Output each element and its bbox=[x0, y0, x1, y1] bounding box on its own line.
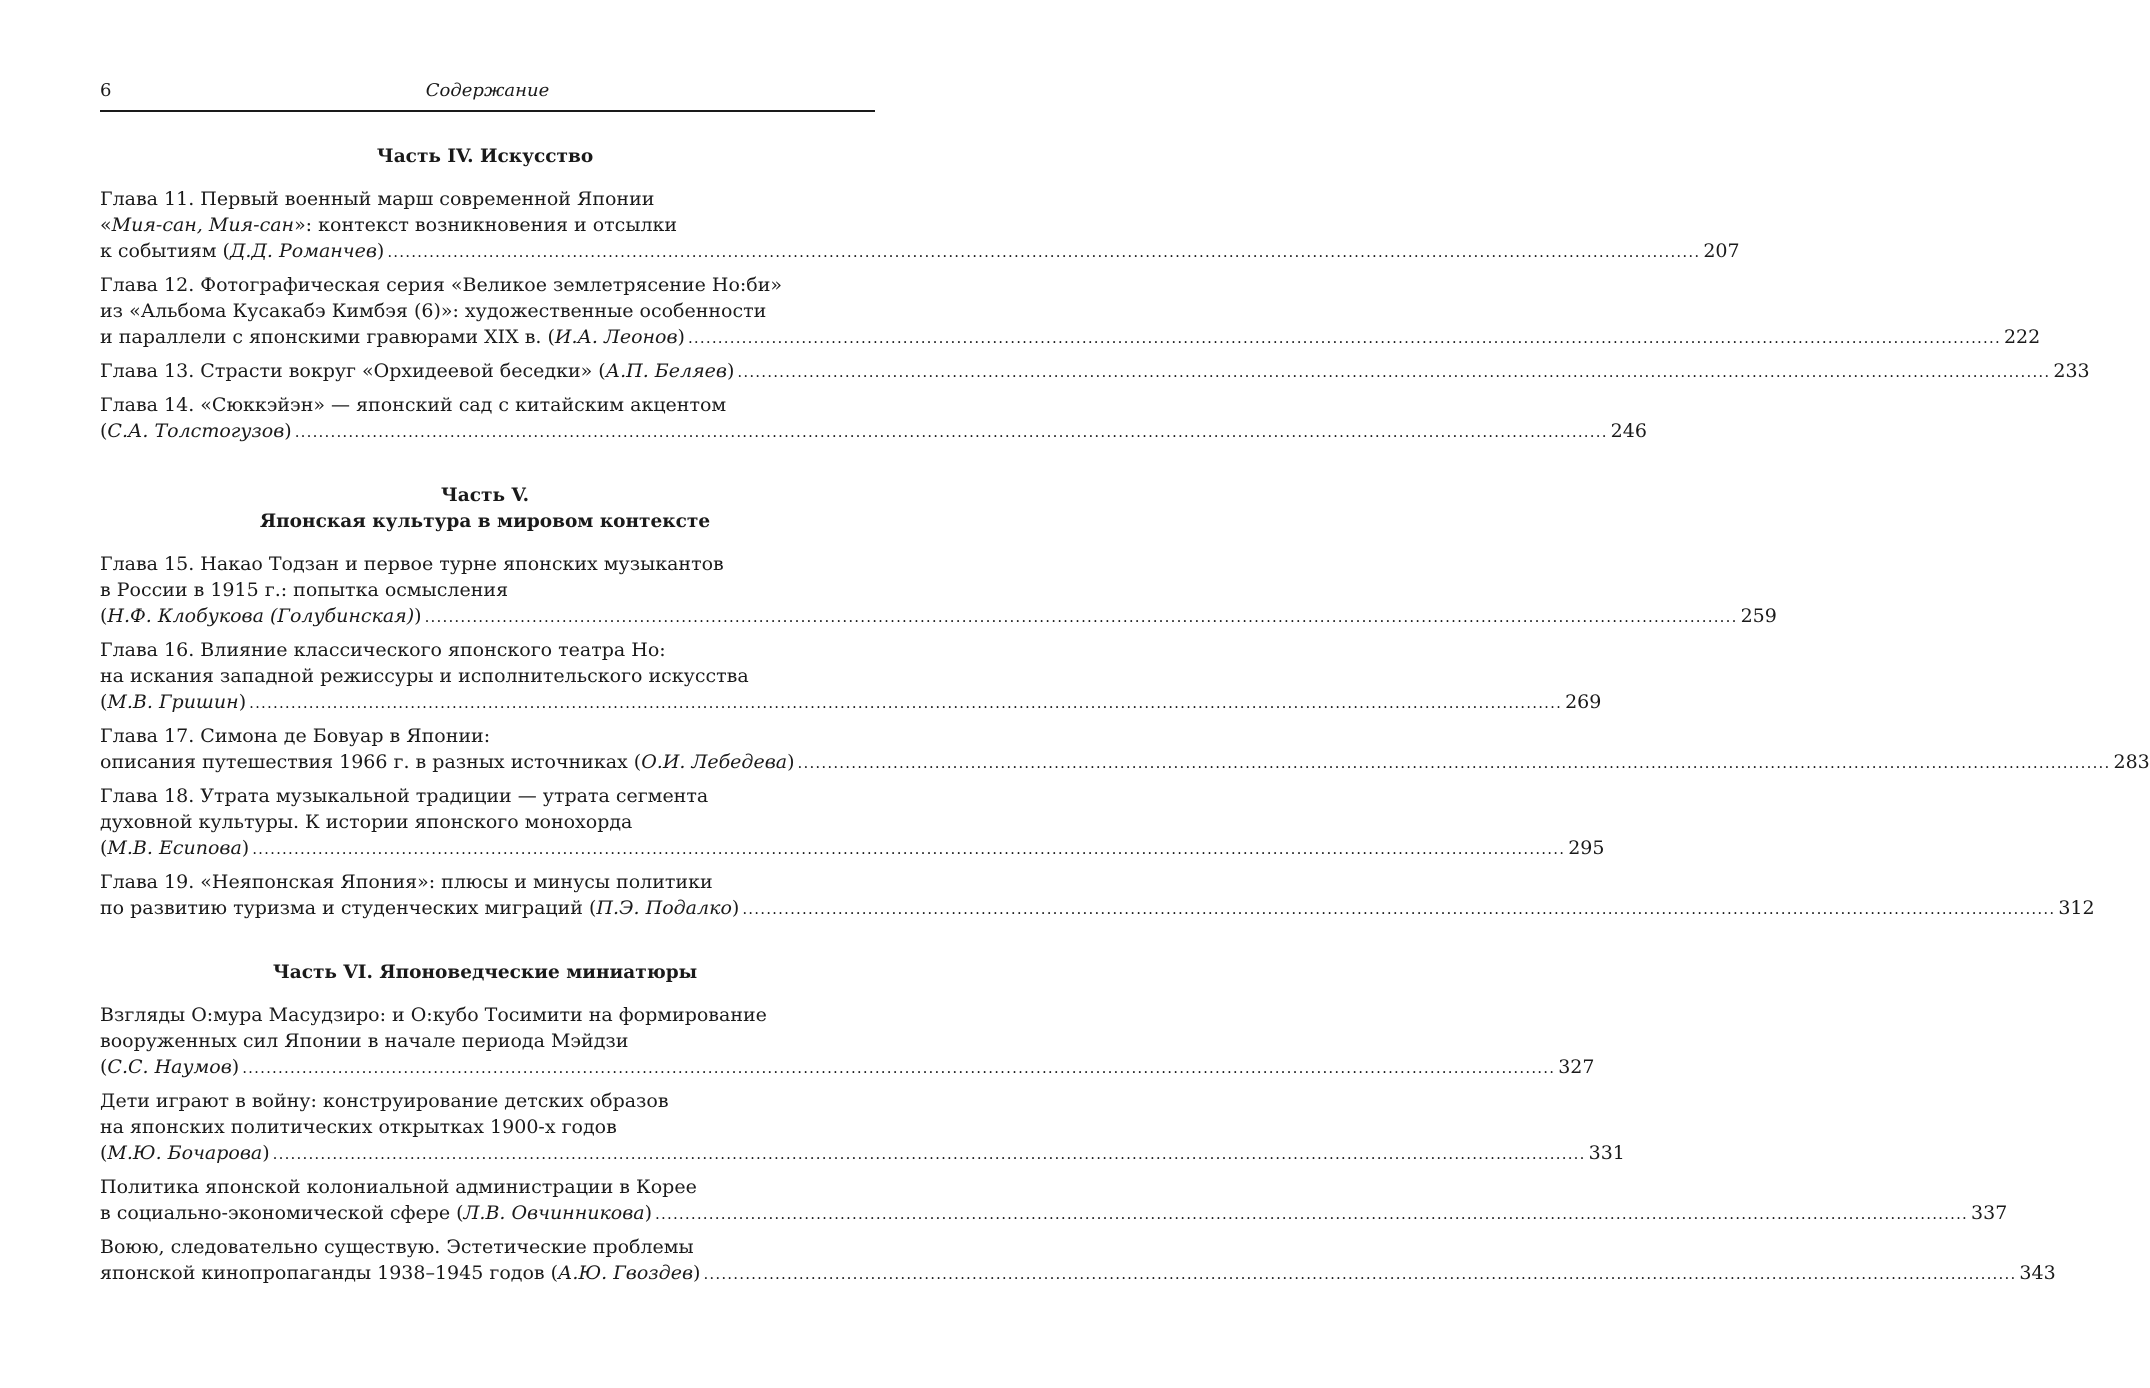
entry-text-post: ) bbox=[731, 897, 740, 919]
dot-leader: ............................................................................................................................................................................................................................ bbox=[272, 1145, 1586, 1163]
entry-line bbox=[100, 212, 870, 238]
dot-leader: ............................................................................................................................................................................................................................ bbox=[294, 423, 1608, 441]
author-name: С.А. Толстогузов bbox=[107, 420, 285, 442]
entry-text-post: ) bbox=[414, 605, 422, 627]
part-title-text: Часть VI. Японоведческие миниатюры bbox=[272, 962, 698, 983]
author-name: А.Ю. Гвоздев bbox=[558, 1262, 694, 1284]
entry-line: Глава 12. Фотографическая серия «Великое землетрясение Но:би» bbox=[100, 274, 783, 296]
page-number: 6 bbox=[100, 80, 112, 101]
entry-text-post: ) bbox=[241, 837, 250, 859]
entry-line: Глава 19. «Неяпонская Япония»: плюсы и минусы политики bbox=[100, 871, 713, 893]
entry-line: в России в 1915 г.: попытка осмысления bbox=[100, 579, 509, 601]
entry-text-post: ) bbox=[726, 360, 735, 382]
entry-last-line bbox=[100, 324, 2041, 351]
entry-last-line bbox=[100, 238, 1740, 265]
entry-line: Глава 11. Первый военный марш современной Японии bbox=[100, 188, 655, 210]
dot-leader: ............................................................................................................................................................................................................................ bbox=[797, 754, 2111, 772]
entry-text bbox=[100, 1054, 239, 1080]
entry-line: Глава 14. «Сюккэйэн» — японский сад с китайским акцентом bbox=[100, 394, 727, 416]
dot-leader: ............................................................................................................................................................................................................................ bbox=[687, 329, 2001, 347]
author-name: А.П. Беляев bbox=[605, 360, 727, 382]
entry-last-line bbox=[100, 1200, 2008, 1227]
page-ref: 295 bbox=[1568, 837, 1605, 859]
toc-entry bbox=[100, 1088, 1625, 1167]
entry-line: Воюю, следовательно существую. Эстетические проблемы bbox=[100, 1236, 694, 1258]
author-name: П.Э. Подалко bbox=[596, 897, 732, 919]
entry-line: Глава 18. Утрата музыкальной традиции — утрата сегмента bbox=[100, 785, 709, 807]
toc-entry bbox=[100, 783, 1605, 862]
toc-entry bbox=[100, 392, 1647, 445]
entry-text-post: ) bbox=[262, 1142, 270, 1164]
part-title bbox=[100, 960, 870, 986]
part-title-text: Часть IV. Искусство bbox=[376, 146, 594, 167]
part-subtitle-text: Японская культура в мировом контексте bbox=[259, 511, 711, 532]
author-name: И.А. Леонов bbox=[554, 326, 678, 348]
entry-text bbox=[100, 238, 384, 264]
entry-last-line bbox=[100, 1260, 2056, 1287]
entry-text-pre: Глава 13. Страсти вокруг «Орхидеевой беседки» ( bbox=[100, 360, 606, 382]
entry-text-post: ) bbox=[693, 1262, 701, 1284]
author-name: Н.Ф. Клобукова (Голубинская) bbox=[107, 605, 415, 627]
dot-leader: ............................................................................................................................................................................................................................ bbox=[252, 840, 1566, 858]
entry-text-pre: японской кинопропаганды 1938–1945 годов ( bbox=[100, 1262, 559, 1284]
dot-leader: ............................................................................................................................................................................................................................ bbox=[424, 608, 1738, 626]
entry-text-pre: в социально-экономической сфере ( bbox=[100, 1202, 464, 1224]
author-name: М.В. Есипова bbox=[107, 837, 242, 859]
entry-line: на искания западной режиссуры и исполнительского искусства bbox=[100, 665, 749, 687]
page-ref: 259 bbox=[1740, 605, 1777, 627]
author-name: Л.В. Овчинникова bbox=[463, 1202, 645, 1224]
toc-entry bbox=[100, 186, 1740, 265]
page-ref: 233 bbox=[2053, 360, 2090, 382]
entry-last-line bbox=[100, 418, 1647, 445]
entry-text-post: ) bbox=[376, 240, 385, 262]
entry-text bbox=[100, 689, 246, 715]
page-ref: 269 bbox=[1565, 691, 1602, 713]
entry-line: духовной культуры. К истории японского монохорда bbox=[100, 811, 633, 833]
entry-text-pre: ( bbox=[100, 1056, 108, 1078]
running-head bbox=[100, 78, 875, 112]
entry-line: на японских политических открытках 1900-х годов bbox=[100, 1116, 617, 1138]
entry-text-pre: ( bbox=[100, 605, 108, 627]
entry-line: из «Альбома Кусакабэ Кимбэя (6)»: художественные особенности bbox=[100, 300, 767, 322]
entry-text bbox=[100, 418, 292, 444]
entry-line: Взгляды О:мура Масудзиро: и О:кубо Тосимити на формирование bbox=[100, 1004, 767, 1026]
entry-text-pre: по развитию туризма и студенческих миграций ( bbox=[100, 897, 597, 919]
page-ref: 343 bbox=[2019, 1262, 2056, 1284]
entry-text-pre: к событиям ( bbox=[100, 240, 230, 262]
page-ref: 222 bbox=[2003, 326, 2041, 348]
entry-text bbox=[100, 895, 739, 921]
toc-entry bbox=[100, 637, 1602, 716]
toc-entry bbox=[100, 358, 2090, 385]
author-name: О.И. Лебедева bbox=[641, 751, 788, 773]
dot-leader: ............................................................................................................................................................................................................................ bbox=[737, 363, 2051, 381]
entry-text bbox=[100, 1260, 700, 1286]
entry-text-pre: ( bbox=[100, 691, 108, 713]
entry-text bbox=[100, 324, 685, 350]
dot-leader: ............................................................................................................................................................................................................................ bbox=[387, 243, 1701, 261]
italic-title: Мия-сан, Мия-сан bbox=[111, 214, 295, 236]
entry-last-line bbox=[100, 358, 2090, 385]
page-ref: 207 bbox=[1703, 240, 1740, 262]
running-title: Содержание bbox=[425, 80, 550, 101]
toc-entry bbox=[100, 551, 1777, 630]
entry-text-post: ) bbox=[787, 751, 795, 773]
entry-line: Политика японской колониальной администрации в Корее bbox=[100, 1176, 697, 1198]
entry-text bbox=[100, 749, 795, 775]
dot-leader: ............................................................................................................................................................................................................................ bbox=[249, 694, 1563, 712]
page-ref: 331 bbox=[1588, 1142, 1625, 1164]
part-title bbox=[100, 483, 870, 535]
entry-text bbox=[100, 1200, 652, 1226]
entry-text bbox=[100, 603, 422, 629]
author-name: Д.Д. Романчев bbox=[229, 240, 377, 262]
entry-last-line bbox=[100, 895, 2095, 922]
page-ref: 327 bbox=[1558, 1056, 1595, 1078]
toc-entry bbox=[100, 1002, 1595, 1081]
page-ref: 312 bbox=[2058, 897, 2095, 919]
entry-line: Глава 17. Симона де Бовуар в Японии: bbox=[100, 725, 491, 747]
toc-entry bbox=[100, 869, 2095, 922]
entry-text-pre: ( bbox=[100, 1142, 108, 1164]
entry-last-line bbox=[100, 603, 1777, 630]
toc-entry bbox=[100, 272, 2041, 351]
entry-last-line bbox=[100, 749, 2150, 776]
entry-text bbox=[100, 1140, 270, 1166]
author-name: М.В. Гришин bbox=[107, 691, 239, 713]
dot-leader: ............................................................................................................................................................................................................................ bbox=[703, 1265, 2017, 1283]
entry-line: Дети играют в войну: конструирование детских образов bbox=[100, 1090, 669, 1112]
part-title bbox=[100, 144, 870, 170]
entry-text-post: ) bbox=[644, 1202, 653, 1224]
entry-text-post: ) bbox=[284, 420, 292, 442]
page-ref: 337 bbox=[1971, 1202, 2008, 1224]
toc-entry bbox=[100, 1174, 2008, 1227]
line-text: »: контекст возникновения и отсылки bbox=[294, 214, 678, 236]
entry-text-pre: ( bbox=[100, 420, 108, 442]
toc-entry bbox=[100, 1234, 2056, 1287]
entry-last-line bbox=[100, 1054, 1595, 1081]
entry-line: Глава 16. Влияние классического японского театра Но: bbox=[100, 639, 666, 661]
dot-leader: ............................................................................................................................................................................................................................ bbox=[742, 900, 2056, 918]
page-ref: 246 bbox=[1610, 420, 1647, 442]
entry-text-pre: описания путешествия 1966 г. в разных источниках ( bbox=[100, 751, 642, 773]
entry-text-post: ) bbox=[677, 326, 685, 348]
entry-last-line bbox=[100, 835, 1605, 862]
entry-text-post: ) bbox=[231, 1056, 240, 1078]
dot-leader: ............................................................................................................................................................................................................................ bbox=[242, 1059, 1556, 1077]
entry-last-line bbox=[100, 689, 1602, 716]
entry-text-pre: и параллели с японскими гравюрами XIX в. ( bbox=[100, 326, 555, 348]
entry-text-post: ) bbox=[238, 691, 247, 713]
entry-line: вооруженных сил Японии в начале периода Мэйдзи bbox=[100, 1030, 629, 1052]
entry-text bbox=[100, 358, 734, 384]
table-of-contents bbox=[100, 144, 2150, 1294]
page-ref: 283 bbox=[2113, 751, 2150, 773]
dot-leader: ............................................................................................................................................................................................................................ bbox=[655, 1205, 1969, 1223]
entry-last-line bbox=[100, 1140, 1625, 1167]
author-name: С.С. Наумов bbox=[107, 1056, 232, 1078]
part-title-text: Часть V. bbox=[440, 485, 530, 506]
entry-text bbox=[100, 835, 249, 861]
line-text: « bbox=[100, 214, 112, 236]
entry-line: Глава 15. Накао Тодзан и первое турне японских музыкантов bbox=[100, 553, 724, 575]
entry-text-pre: ( bbox=[100, 837, 108, 859]
toc-entry bbox=[100, 723, 2150, 776]
author-name: М.Ю. Бочарова bbox=[107, 1142, 263, 1164]
